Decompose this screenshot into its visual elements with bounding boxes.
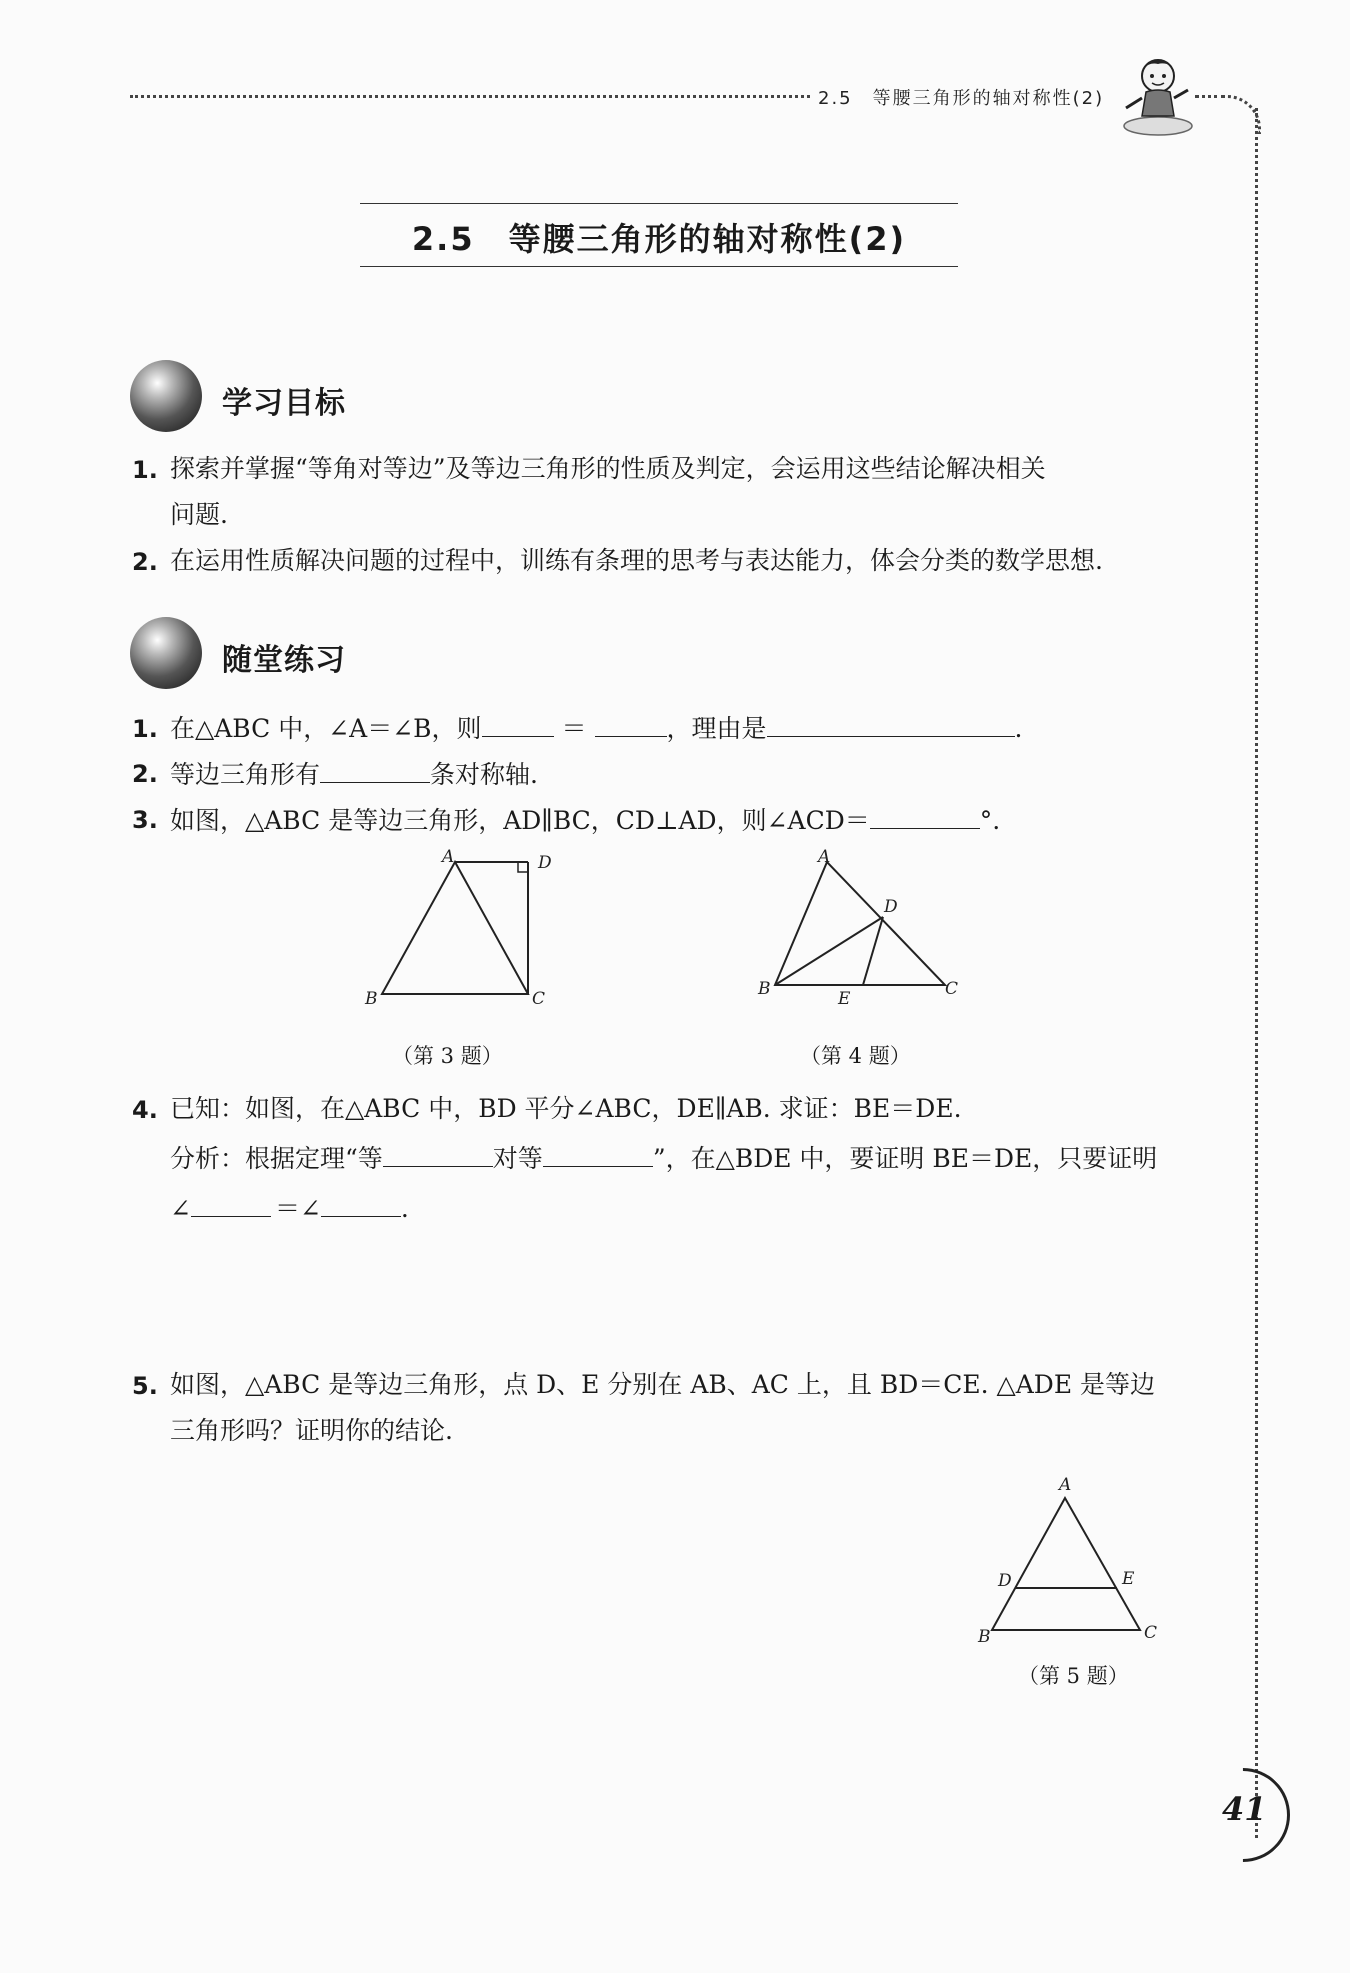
goal-number: 2. — [132, 548, 158, 576]
title-number: 2.5 — [411, 220, 475, 258]
title-rule-bottom — [360, 266, 958, 267]
label-e: E — [1122, 1569, 1135, 1589]
label-d: D — [998, 1571, 1012, 1591]
q2-text-a: 等边三角形有 — [170, 760, 321, 789]
section-title: 学习目标 — [222, 386, 346, 421]
answer-blank[interactable] — [191, 1190, 271, 1217]
globe-icon — [130, 617, 202, 689]
answer-blank[interactable] — [482, 710, 554, 737]
running-header-title: 2.5 等腰三角形的轴对称性(2) — [818, 88, 1105, 109]
question-2 — [170, 756, 538, 792]
right-angle-mark — [518, 862, 528, 872]
q4-text-b: 对等 — [492, 1144, 543, 1173]
sphere-icon — [130, 360, 202, 432]
title-text: 等腰三角形的轴对称性(2) — [508, 220, 907, 258]
label-b: B — [758, 979, 771, 999]
q4-text-f: . — [400, 1194, 409, 1223]
answer-blank[interactable] — [767, 710, 1015, 737]
triangle-abc — [775, 862, 945, 985]
label-b: B — [365, 989, 378, 1008]
question-number: 4. — [132, 1096, 158, 1124]
label-a: A — [1059, 1475, 1072, 1495]
page-title — [360, 214, 958, 260]
right-dotted-rule — [1255, 108, 1258, 1838]
q4-text-e: ＝∠ — [274, 1194, 321, 1223]
goal-number: 1. — [132, 456, 158, 484]
label-c: C — [1144, 1623, 1158, 1643]
question-number: 1. — [132, 715, 158, 743]
q3-text-a: 如图，△ABC 是等边三角形，AD∥BC，CD⊥AD，则∠ACD＝ — [170, 806, 870, 835]
label-c: C — [532, 989, 546, 1008]
q2-text-b: 条对称轴. — [430, 760, 538, 789]
label-a: A — [818, 848, 831, 867]
triangle-abc — [992, 1498, 1140, 1630]
q1-text-a: 在△ABC 中，∠A＝∠B，则 — [170, 714, 482, 743]
answer-blank[interactable] — [321, 1190, 401, 1217]
q4-text-a: 分析：根据定理“等 — [170, 1144, 383, 1173]
q4-text-c: ”，在△BDE 中，要证明 BE＝DE，只要证明 — [652, 1144, 1158, 1173]
figure-5 — [970, 1470, 1170, 1650]
q3-text-b: °. — [979, 806, 1001, 835]
question-number: 2. — [132, 760, 158, 788]
question-number: 3. — [132, 806, 158, 834]
question-5-cont: 三角形吗？证明你的结论. — [170, 1416, 453, 1445]
question-4: 已知：如图，在△ABC 中，BD 平分∠ABC，DE∥AB. 求证：BE＝DE. — [170, 1094, 962, 1123]
q4-text-d: ∠ — [170, 1194, 191, 1223]
section-title: 随堂练习 — [222, 643, 346, 678]
figure-4-caption: （第 4 题） — [800, 1044, 911, 1068]
q1-text-d: . — [1014, 714, 1023, 743]
question-4-analysis-cont — [170, 1190, 409, 1226]
q1-text-b: ＝ — [561, 714, 587, 743]
goal-text: 在运用性质解决问题的过程中，训练有条理的思考与表达能力，体会分类的数学思想. — [170, 546, 1103, 575]
figure-5-caption: （第 5 题） — [1018, 1664, 1129, 1688]
question-number: 5. — [132, 1372, 158, 1400]
answer-blank[interactable] — [595, 710, 667, 737]
label-d: D — [538, 853, 552, 873]
figure-3 — [360, 848, 560, 1008]
label-b: B — [978, 1627, 991, 1647]
question-1 — [170, 710, 1023, 746]
question-4-analysis — [170, 1140, 1157, 1176]
answer-blank[interactable] — [870, 802, 980, 829]
goal-text: 探索并掌握“等角对等边”及等边三角形的性质及判定，会运用这些结论解决相关 — [170, 454, 1046, 483]
question-3 — [170, 802, 1000, 838]
label-a: A — [442, 848, 455, 867]
answer-blank[interactable] — [543, 1140, 653, 1167]
title-rule-top — [360, 203, 958, 204]
label-d: D — [884, 897, 898, 917]
triangle-abc — [382, 862, 528, 994]
header-dotted-rule-right — [1195, 95, 1225, 98]
q1-text-c: ，理由是 — [666, 714, 767, 743]
question-5: 如图，△ABC 是等边三角形，点 D、E 分别在 AB、AC 上，且 BD＝CE. △ADE 是等边 — [170, 1370, 1156, 1399]
figure-3-caption: （第 3 题） — [392, 1044, 503, 1068]
label-c: C — [945, 979, 959, 999]
header-dotted-rule-left — [130, 95, 810, 98]
answer-blank[interactable] — [383, 1140, 493, 1167]
label-e: E — [838, 989, 851, 1008]
goal-text-cont: 问题. — [170, 500, 228, 529]
figure-4 — [750, 848, 970, 1008]
answer-blank[interactable] — [320, 756, 430, 783]
mascot-icon — [1118, 52, 1198, 138]
page-number: 41 — [1222, 1790, 1267, 1828]
